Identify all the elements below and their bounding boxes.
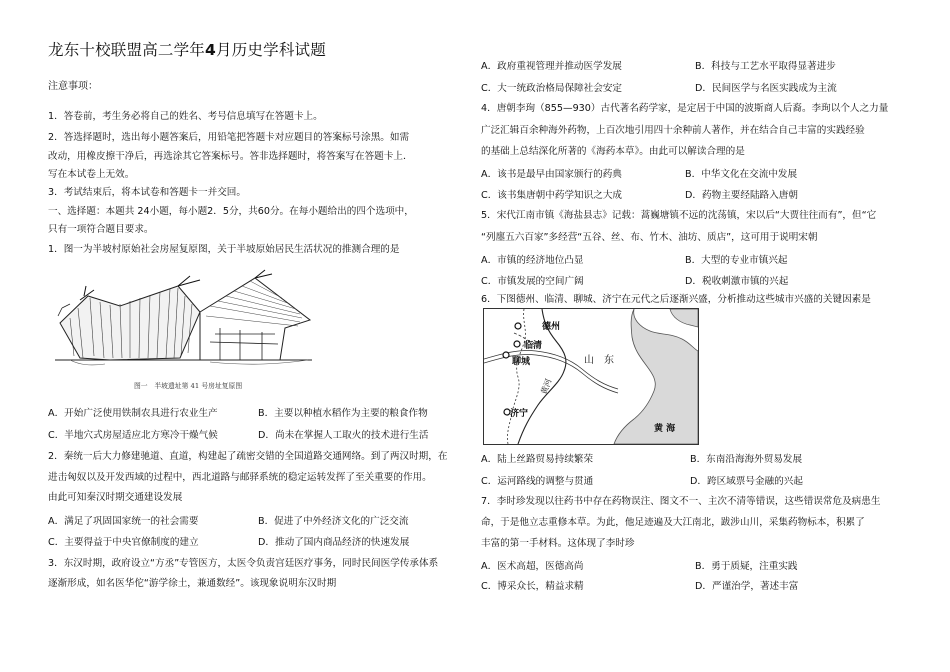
option-b[interactable]: B．主要以种植水稻作为主要的粮食作物 xyxy=(258,408,428,419)
option-a[interactable]: A．医术高超，医德高尚 xyxy=(481,561,584,572)
city-label-linqing: 临清 xyxy=(524,341,543,351)
option-c[interactable]: C．该书集唐朝中药学知识之大成 xyxy=(481,190,623,201)
exam-title: 龙东十校联盟高二学年4月历史学科试题 xyxy=(48,41,326,59)
notice-line: 改动，用橡皮擦干净后，再选涂其它答案标号。答非选择题时，将答案写在答题卡上． xyxy=(48,151,413,162)
question-stem: 命，于是他立志重修本草。为此，他足迹遍及大江南北，跋涉山川，采集药物标本，积累了 xyxy=(481,517,865,528)
notice-line: 1．答卷前，考生务必将自己的姓名、考号信息填写在答题卡上。 xyxy=(48,111,323,122)
city-label-dezhou: 德州 xyxy=(542,322,561,332)
option-d[interactable]: D．跨区域票号金融的兴起 xyxy=(690,476,803,487)
option-b[interactable]: B．大型的专业市镇兴起 xyxy=(685,255,788,266)
question-stem: 7．李时珍发现以往药书中存在药物误注、图文不一、主次不清等错误，这些错误常危及病患生 xyxy=(481,496,881,507)
question-stem: 逐渐形成，如名医华佗“游学徐土，兼通数经”。该现象说明东汉时期 xyxy=(48,578,337,589)
notice-heading: 注意事项： xyxy=(48,81,98,92)
question-stem: 广泛汇辑百余种海外药物，上百次地引用四十余种前人著作，并在结合自己丰富的实践经验 xyxy=(481,125,865,136)
option-b[interactable]: B．勇于质疑，注重实践 xyxy=(695,561,798,572)
option-c[interactable]: C．博采众长，精益求精 xyxy=(481,581,584,592)
option-c[interactable]: C．大一统政治格局保障社会安定 xyxy=(481,83,623,94)
section-heading: 一、选择题：本题共 24小题，每小题2．5分，共60分。在每小题给出的四个选项中， xyxy=(48,206,414,217)
option-b[interactable]: B．中华文化在交流中发展 xyxy=(685,169,798,180)
notice-line: 2．答选择题时，选出每小题答案后，用铅笔把答题卡对应题目的答案标号涂黑。如需 xyxy=(48,132,410,143)
province-label: 山 东 xyxy=(584,355,614,366)
option-a[interactable]: A．开始广泛使用铁制农具进行农业生产 xyxy=(48,408,218,419)
question-stem: 5．宋代江南市镇《海盐县志》记载：蒿巍塘镇不远的沈荡镇，宋以后“大贾往往而有”，但“它 xyxy=(481,210,877,221)
option-d[interactable]: D．税收刺激市镇的兴起 xyxy=(685,276,789,287)
option-d[interactable]: D．药物主要经陆路入唐朝 xyxy=(685,190,798,201)
option-a[interactable]: A．该书是最早由国家颁行的药典 xyxy=(481,169,622,180)
question-stem: 4．唐朝李珣（855—930）古代著名药学家，是定居于中国的波斯商人后裔。李珣以个人之力量 xyxy=(481,103,889,114)
option-a[interactable]: A．满足了巩固国家统一的社会需要 xyxy=(48,516,199,527)
notice-line: 写在本试卷上无效。 xyxy=(48,169,135,180)
question-stem: 由此可知秦汉时期交通建设发展 xyxy=(48,492,183,503)
map-drawing xyxy=(484,309,698,444)
shandong-map xyxy=(483,308,699,445)
question-stem: 1．图一为半坡村原始社会房屋复原图，关于半坡原始居民生活状况的推测合理的是 xyxy=(48,244,400,255)
river-label: 黄河 xyxy=(539,377,554,396)
city-label-liaocheng: 聊城 xyxy=(512,357,531,367)
option-a[interactable]: A．政府重视管理并推动医学发展 xyxy=(481,61,622,72)
question-stem: “列廛五六百家”多经营“五谷、丝、布、竹木、油坊、质店”，这可用于说明宋朝 xyxy=(481,232,818,243)
city-label-jining: 济宁 xyxy=(510,409,529,419)
figure-caption: 图一 半坡遗址第 41 号房址复原图 xyxy=(134,382,243,390)
notice-line: 3．考试结束后，将本试卷和答题卡一并交回。 xyxy=(48,187,246,198)
city-marker xyxy=(515,323,521,329)
option-a[interactable]: A．市镇的经济地位凸显 xyxy=(481,255,584,266)
option-d[interactable]: D．尚未在掌握人工取火的技术进行生活 xyxy=(258,430,429,441)
banpo-house-figure xyxy=(50,268,318,393)
question-stem: 丰富的第一手材料。这体现了李时珍 xyxy=(481,538,635,549)
question-stem: 6．下图德州、临清、聊城、济宁在元代之后逐渐兴盛，分析推动这些城市兴盛的关键因素是 xyxy=(481,294,871,305)
question-stem: 的基础上总结深化所著的《海药本草》。由此可以解读合理的是 xyxy=(481,146,745,157)
section-heading: 只有一项符合题目要求。 xyxy=(48,224,154,235)
option-d[interactable]: D．民间医学与名医实践成为主流 xyxy=(695,83,837,94)
option-c[interactable]: C．主要得益于中央官僚制度的建立 xyxy=(48,537,199,548)
option-c[interactable]: C．运河路线的调整与贯通 xyxy=(481,476,594,487)
option-d[interactable]: D．严谨治学，著述丰富 xyxy=(695,581,799,592)
sea-label: 黄 海 xyxy=(654,424,676,434)
house-sketch xyxy=(50,268,318,393)
question-stem: 进击匈奴以及开发西域的过程中，西北道路与邮驿系统的稳定运转发挥了至关重要的作用。 xyxy=(48,472,432,483)
option-b[interactable]: B．东南沿海海外贸易发展 xyxy=(690,454,803,465)
option-c[interactable]: C．市镇发展的空间广阔 xyxy=(481,276,584,287)
option-d[interactable]: D．推动了国内商品经济的快速发展 xyxy=(258,537,410,548)
option-c[interactable]: C．半地穴式房屋适应北方寒冷干燥气候 xyxy=(48,430,218,441)
question-stem: 2．秦统一后大力修建驰道、直道，构建起了疏密交错的全国道路交通网络。到了两汉时期，在 xyxy=(48,451,448,462)
option-a[interactable]: A．陆上丝路贸易持续繁荣 xyxy=(481,454,594,465)
city-marker xyxy=(503,352,509,358)
option-b[interactable]: B．科技与工艺水平取得显著进步 xyxy=(695,61,836,72)
question-stem: 3．东汉时期，政府设立“方丞”专管医方，太医令负责宫廷医疗事务，同时民间医学传承体系 xyxy=(48,558,439,569)
option-b[interactable]: B．促进了中外经济文化的广泛交流 xyxy=(258,516,409,527)
city-marker xyxy=(514,341,520,347)
